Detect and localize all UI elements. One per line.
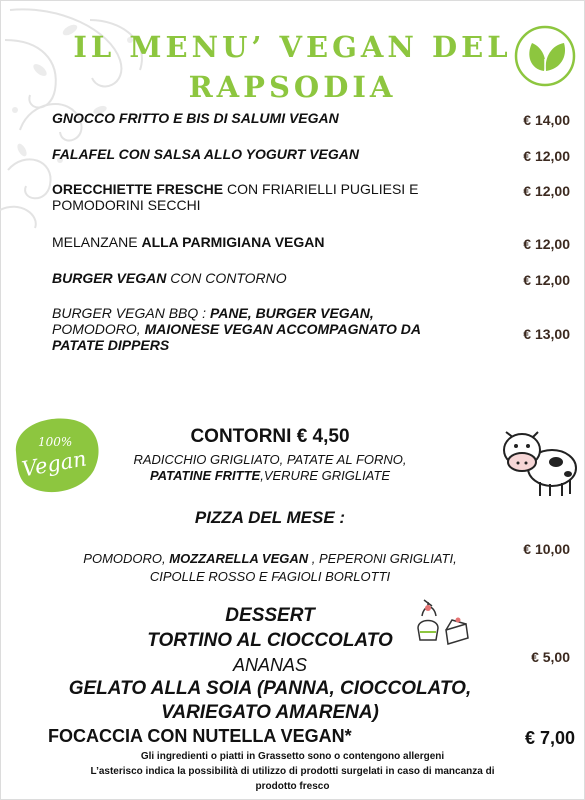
price-melanzane: € 12,00: [523, 236, 570, 252]
vegan-stamp-word: Vegan: [19, 446, 89, 482]
leaf-badge-icon: [514, 25, 576, 87]
contorni-fries: PATATINE FRITTE: [149, 468, 261, 483]
melanzane-plain: MELANZANE: [52, 234, 142, 250]
burger-rest: CON CONTORNO: [166, 270, 287, 286]
menu-title-line-1: IL MENU’ VEGAN DEL: [73, 30, 512, 64]
dessert-gelato-line-1: GELATO ALLA SOIA (PANNA, CIOCCOLATO,: [68, 678, 472, 699]
dessert-ananas: ANANAS: [232, 655, 308, 675]
pizza-l1-a: POMODORO,: [83, 551, 170, 566]
dessert-gelato-line-2: VARIEGATO AMARENA): [161, 702, 379, 723]
dessert-heading: DESSERT: [225, 605, 315, 626]
menu-item-falafel: FALAFEL CON SALSA ALLO YOGURT VEGAN: [52, 146, 359, 162]
bbq-bold-3: PATATE DIPPERS: [52, 337, 170, 353]
menu-item-melanzane: [52, 234, 452, 250]
price-pizza: € 10,00: [523, 541, 570, 557]
pizza-l1-c: , PEPERONI GRIGLIATI,: [308, 551, 457, 566]
allergen-note: Gli ingredienti o piatti in Grassetto sono o contengono allergeni: [140, 751, 445, 762]
price-burger: € 12,00: [523, 272, 570, 288]
contorni-line-1: RADICCHIO GRIGLIATO, PATATE AL FORNO,: [133, 452, 407, 467]
contorni-line-2-rest: ,VERURE GRIGLIATE: [260, 468, 391, 483]
orecchiette-bold: ORECCHIETTE FRESCHE: [52, 181, 224, 197]
contorni-heading: CONTORNI € 4,50: [190, 426, 350, 447]
frozen-note-line-1: L’asterisco indica la possibilità di utilizzo di prodotti surgelati in caso di mancanza di: [90, 766, 495, 777]
bbq-intro: BURGER VEGAN BBQ :: [52, 305, 210, 321]
orecchiette-rest: CON FRIARIELLI PUGLIESI E: [223, 181, 419, 197]
pizza-line-2: CIPOLLE ROSSO E FAGIOLI BORLOTTI: [149, 569, 391, 584]
price-orecchiette: € 12,00: [523, 183, 570, 199]
bbq-plain: POMODORO,: [52, 321, 145, 337]
pizza-heading: PIZZA DEL MESE :: [194, 508, 346, 527]
menu-title-line-2: RAPSODIA: [188, 70, 397, 104]
bbq-bold-2: MAIONESE VEGAN ACCOMPAGNATO DA: [144, 321, 421, 337]
price-focaccia: € 7,00: [524, 728, 575, 748]
cow-icon: [496, 420, 580, 500]
pizza-description: [40, 550, 500, 586]
menu-item-burger: [52, 270, 452, 286]
focaccia-item: FOCACCIA CON NUTELLA VEGAN*: [48, 726, 352, 746]
frozen-note-line-2: prodotto fresco: [255, 781, 330, 792]
bbq-bold-1: PANE, BURGER VEGAN,: [209, 305, 374, 321]
menu-item-gnocco: GNOCCO FRITTO E BIS DI SALUMI VEGAN: [52, 110, 339, 126]
price-dessert: € 5,00: [531, 649, 570, 665]
contorni-list: [40, 452, 500, 484]
orecchiette-rest-2: POMODORINI SECCHI: [52, 197, 201, 213]
price-burger-bbq: € 13,00: [523, 326, 570, 342]
burger-bold: BURGER VEGAN: [52, 270, 167, 286]
melanzane-bold: ALLA PARMIGIANA VEGAN: [141, 234, 325, 250]
menu-item-burger-bbq: [52, 305, 482, 353]
price-falafel: € 12,00: [523, 148, 570, 164]
dessert-icon: [412, 596, 472, 648]
dessert-tortino: TORTINO AL CIOCCOLATO: [147, 630, 393, 651]
vegan-stamp-percent: 100%: [38, 435, 73, 449]
pizza-mozzarella: MOZZARELLA VEGAN: [169, 551, 309, 566]
price-gnocco: € 14,00: [523, 112, 570, 128]
menu-item-orecchiette: [52, 181, 492, 213]
